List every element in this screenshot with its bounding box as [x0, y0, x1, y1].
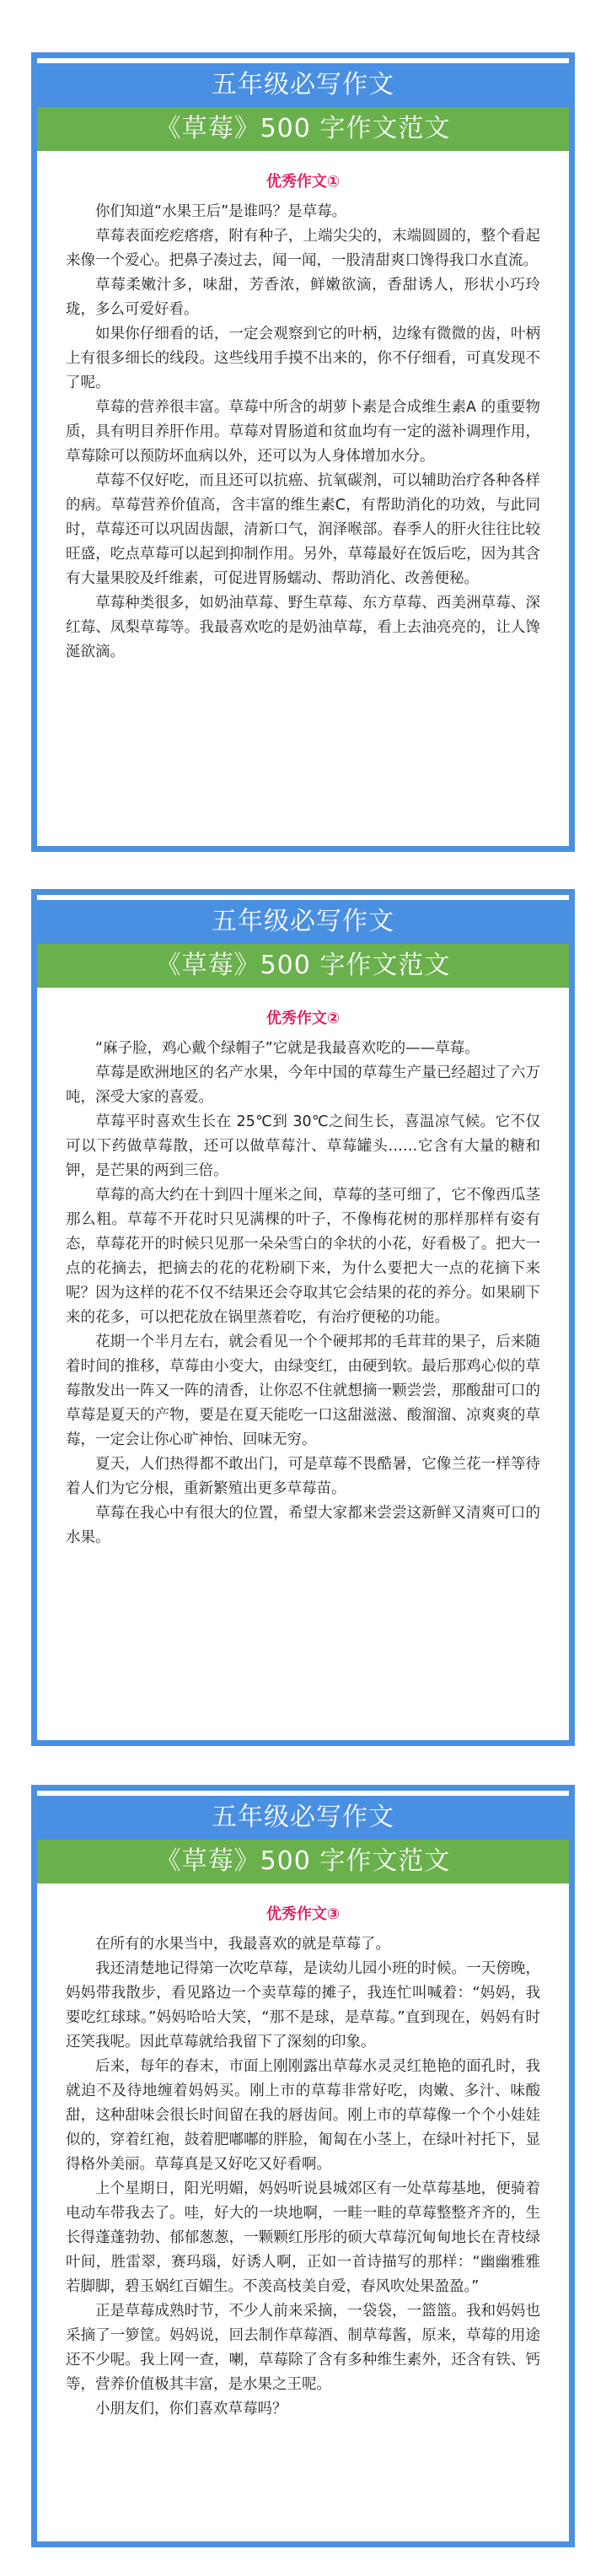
- paragraph: 草莓在我心中有很大的位置，希望大家都来尝尝这新鲜又清爽可口的水果。: [66, 1505, 540, 1546]
- essay-card-1: [31, 52, 575, 852]
- essay-card-3: [31, 1785, 575, 2547]
- paragraph: 夏天，人们热得都不敢出门，可是草莓不畏酷暑，它像兰花一样等待着人们为它分根，重新繁殖出更多草莓苗。: [66, 1456, 540, 1497]
- essay-title: 优秀作文③: [265, 1905, 341, 1923]
- essay-title: 优秀作文①: [265, 173, 341, 191]
- paragraph: 正是草莓成熟时节，不少人前来采摘，一袋袋，一篮篮。我和妈妈也采摘了一箩筐。妈妈说，回去制作草莓酒、制草莓酱，原来，草莓的用途还不少呢。我上网一查，喇，草莓除了含有多种维生素外，还含有铁、钙等，营养价值极其丰富，是水果之王呢。: [66, 2303, 540, 2393]
- essay-body: [37, 988, 569, 1559]
- header-bottom-band: 《草莓》500 字作文范文: [37, 944, 569, 988]
- paragraph: 草莓表面疙疙瘩瘩，附有种子，上端尖尖的，末端圆圆的，整个看起来像一个爱心。把鼻子凑过去，闻一闻，一股清甜爽口馋得我口水直流。: [66, 228, 540, 269]
- header-top-band: 五年级必写作文: [37, 1796, 569, 1840]
- essay-title: 优秀作文②: [265, 1010, 341, 1027]
- header-top-band: 五年级必写作文: [37, 900, 569, 944]
- paragraph: 草莓柔嫩汁多，味甜，芳香浓，鲜嫩欲滴，香甜诱人，形状小巧玲珑，多么可爱好看。: [66, 277, 540, 318]
- paragraph: 上个星期日，阳光明媚，妈妈听说县城郊区有一处草莓基地，便骑着电动车带我去了。哇，好大的一块地啊，一畦一畦的草莓整整齐齐的，生长得蓬蓬勃勃、郁郁葱葱，一颗颗红彤彤的硕大草莓沉甸甸地长在青枝绿叶间，胜雷翠，赛玛瑙，好诱人啊，正如一首诗描写的那样：“幽幽雅雅若脚脚，碧玉娲红百媚生。不羡高枝美自爱，春风吹处果盈盈。”: [66, 2180, 540, 2295]
- paragraph: 草莓是欧洲地区的名产水果，今年中国的草莓生产量已经超过了六万吨，深受大家的喜爱。: [66, 1064, 540, 1106]
- essay-body: [37, 1883, 569, 2430]
- paragraph: 草莓不仅好吃，而且还可以抗癌、抗氧碳剂，可以辅助治疗各种各样的病。草莓营养价值高，含丰富的维生素C，有帮助消化的功效，与此同时，草莓还可以巩固齿龈，清新口气，润泽喉部。春季人的肝火往往比较旺盛，吃点草莓可以起到抑制作用。另外，草莓最好在饭后吃，因为其含有大量果胶及纤维素，可促进胃肠蠕动、帮助消化、改善便秘。: [66, 472, 540, 587]
- header-top-band: 五年级必写作文: [37, 63, 569, 107]
- paragraph: 后来，每年的春末，市面上刚刚露出草莓水灵灵红艳艳的面孔时，我就迫不及待地缠着妈妈买。刚上市的草莓非常好吃，肉嫩、多汁、味酸甜，这种甜味会很长时间留在我的唇齿间。刚上市的草莓像一个个小娃娃似的，穿着红袍，鼓着肥嘟嘟的胖脸，匍匐在小茎上，在绿叶衬托下，显得格外美丽。草莓真是又好吃又好看啊。: [66, 2058, 540, 2173]
- paragraph: 如果你仔细看的话，一定会观察到它的叶柄，边缘有微微的齿，叶柄上有很多细长的线段。这些线用手摸不出来的，你不仔细看，可真发现不了呢。: [66, 326, 540, 391]
- essay-body: [37, 151, 569, 673]
- paragraph: 草莓种类很多，如奶油草莓、野生草莓、东方草莓、西美洲草莓、深红莓、凤梨草莓等。我最喜欢吃的是奶油草莓，看上去油亮亮的，让人馋涎欲滴。: [66, 595, 540, 660]
- paragraph: 在所有的水果当中，我最喜欢的就是草莓了。: [95, 1936, 390, 1953]
- paragraph: 草莓的营养很丰富。草莓中所含的胡萝卜素是合成维生素A 的重要物质，具有明目养肝作用。草莓对胃肠道和贫血均有一定的滋补调理作用，草莓除可以预防坏血病以外，还可以为人身体增加水分。: [66, 399, 540, 465]
- paragraph: “麻子脸，鸡心戴个绿帽子”它就是我最喜欢吃的——草莓。: [95, 1040, 480, 1057]
- paragraph: 我还清楚地记得第一次吃草莓，是读幼儿园小班的时候。一天傍晚，妈妈带我散步，看见路边一个卖草莓的摊子，我连忙叫喊着：“妈妈，我要吃红球球。”妈妈哈哈大笑，“那不是球，是草莓。”直到现在，妈妈有时还笑我呢。因此草莓就给我留下了深刻的印象。: [66, 1960, 540, 2051]
- header-bottom-band: 《草莓》500 字作文范文: [37, 107, 569, 151]
- paragraph: 草莓的高大约在十到四十厘米之间，草莓的茎可细了，它不像西瓜茎那么粗。草莓不开花时只见满棵的叶子，不像梅花树的那样那样有姿有态，草莓花开的时候只见那一朵朵雪白的伞状的小花，好看极了。把大一点的花摘去，把摘去的花的花粉刷下来，为什么要把大一点的花摘下来呢？因为这样的花不仅不结果还会夺取其它会结果的花的养分。如果刷下来的花多，可以把花放在锅里蒸着吃，有治疗便秘的功能。: [66, 1187, 540, 1326]
- paragraph: 你们知道“水果王后”是谁吗？是草莓。: [95, 203, 347, 220]
- paragraph: 草莓平时喜欢生长在 25℃到 30℃之间生长，喜温凉气候。它不仅可以下药做草莓散，还可以做草莓汁、草莓罐头……它含有大量的糖和钾，是芒果的两到三倍。: [66, 1113, 540, 1179]
- essay-card-2: [31, 889, 575, 1746]
- paragraph: 小朋友们，你们喜欢草莓吗？: [95, 2401, 287, 2417]
- paragraph: 花期一个半月左右，就会看见一个个硬邦邦的毛茸茸的果子，后来随着时间的推移，草莓由小变大，由绿变红，由硬到软。最后那鸡心似的草莓散发出一阵又一阵的清香，让你忍不住就想摘一颗尝尝，那酸甜可口的草莓是夏天的产物，要是在夏天能吃一口这甜滋滋、酸溜溜、凉爽爽的草莓，一定会让你心旷神怡、回味无穷。: [66, 1334, 540, 1448]
- header-bottom-band: 《草莓》500 字作文范文: [37, 1840, 569, 1883]
